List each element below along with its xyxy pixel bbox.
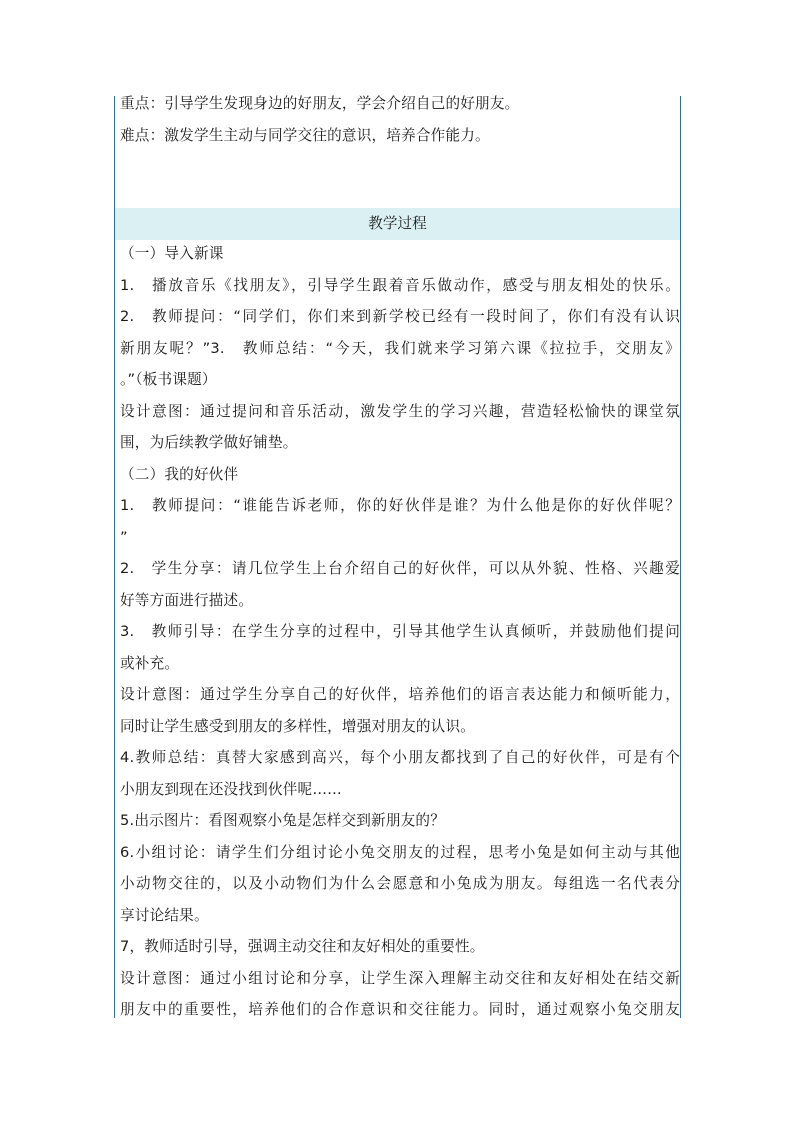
text-line: ” bbox=[120, 528, 128, 546]
text-line: 设计意图：通过提问和音乐活动，激发学生的学习兴趣，营造轻松愉快的课堂氛 bbox=[120, 402, 680, 420]
difficulty-point: 难点：激发学生主动与同学交往的意识，培养合作能力。 bbox=[120, 126, 490, 144]
focus-point: 重点：引导学生发现身边的好朋友，学会介绍自己的好朋友。 bbox=[120, 95, 520, 112]
key-points-section bbox=[120, 88, 680, 151]
text-line: 设计意图：通过小组讨论和分享，让学生深入理解主动交往和友好相处在结交新 bbox=[120, 969, 680, 987]
text-line: 6.小组讨论：请学生们分组讨论小兔交朋友的过程，思考小兔是如何主动与其他 bbox=[120, 843, 680, 861]
text-line: （二）我的好伙伴 bbox=[120, 465, 239, 483]
text-line: 朋友中的重要性，培养他们的合作意识和交往能力。同时，通过观察小兔交朋友 bbox=[120, 1001, 680, 1018]
text-line: （一）导入新课 bbox=[120, 245, 224, 262]
text-line: 2. 学生分享：请几位学生上台介绍自己的好伙伴，可以从外貌、性格、兴趣爱 bbox=[120, 560, 680, 577]
text-line: 小动物交往的，以及小动物们为什么会愿意和小兔成为朋友。每组选一名代表分 bbox=[120, 875, 680, 892]
text-line: 1. 播放音乐《找朋友》，引导学生跟着音乐做动作，感受与朋友相处的快乐。 bbox=[120, 276, 680, 294]
text-line: 2. 教师提问：“同学们，你们来到新学校已经有一段时间了，你们有没有认识 bbox=[120, 308, 680, 325]
section-header: 教学过程 bbox=[115, 208, 680, 240]
text-line: 同时让学生感受到朋友的多样性，增强对朋友的认识。 bbox=[120, 717, 476, 735]
text-line: 7，教师适时引导，强调主动交往和友好相处的重要性。 bbox=[120, 938, 485, 955]
text-line: 5.出示图片：看图观察小兔是怎样交到新朋友的？ bbox=[120, 812, 445, 829]
text-line: 1. 教师提问：“谁能告诉老师，你的好伙伴是谁？为什么他是你的好伙伴呢？ bbox=[120, 497, 680, 514]
teaching-process-body bbox=[120, 238, 680, 1026]
text-line: 新朋友呢？”3. 教师总结：“今天，我们就来学习第六课《拉拉手，交朋友》 bbox=[120, 339, 680, 357]
text-line: 4.教师总结：真替大家感到高兴，每个小朋友都找到了自己的好伙伴，可是有个 bbox=[120, 749, 680, 766]
text-line: 。”（板书课题） bbox=[120, 371, 217, 388]
table-right-border bbox=[680, 96, 681, 1018]
text-line: 3. 教师引导：在学生分享的过程中，引导其他学生认真倾听，并鼓励他们提问 bbox=[120, 623, 680, 640]
text-line: 或补充。 bbox=[120, 654, 180, 672]
text-line: 好等方面进行描述。 bbox=[120, 591, 254, 609]
text-line: 小朋友到现在还没找到伙伴呢…… bbox=[120, 780, 342, 798]
lesson-plan-table bbox=[114, 96, 680, 1018]
text-line: 设计意图：通过学生分享自己的好伙伴，培养他们的语言表达能力和倾听能力， bbox=[120, 686, 680, 703]
text-line: 围，为后续教学做好铺垫。 bbox=[120, 434, 298, 451]
text-line: 享讨论结果。 bbox=[120, 906, 209, 924]
